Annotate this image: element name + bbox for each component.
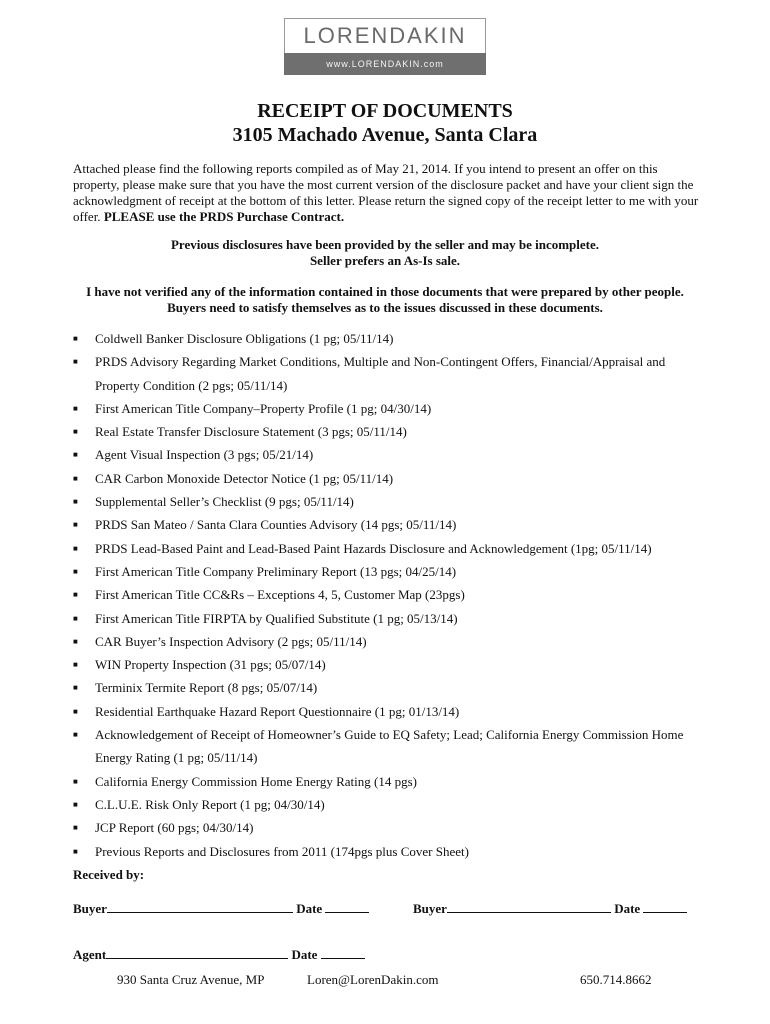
bullet-icon: ■ xyxy=(73,660,78,670)
document-title: RECEIPT OF DOCUMENTS xyxy=(257,100,513,122)
bullet-icon: ■ xyxy=(73,683,78,693)
document-list-item xyxy=(73,560,703,583)
document-item-text: Previous Reports and Disclosures from 2011 (174pgs plus Cover Sheet) xyxy=(95,843,469,859)
agent-date-field[interactable] xyxy=(321,946,365,959)
logo-url: www.LORENDAKIN.com xyxy=(284,53,486,75)
intro-bold-text: PLEASE use the PRDS Purchase Contract. xyxy=(103,209,345,224)
bullet-icon: ■ xyxy=(73,334,78,343)
document-item-text: First American Title CC&Rs – Exceptions 4, 5, Customer Map (23pgs) xyxy=(95,587,465,603)
document-list-item xyxy=(73,513,703,536)
buyer1-date-field[interactable] xyxy=(325,900,369,913)
buyer2-signature-line xyxy=(413,900,687,917)
verification-notice xyxy=(0,284,770,316)
agent-signature-field[interactable] xyxy=(106,946,288,959)
document-list-item xyxy=(73,653,703,676)
bullet-icon: ■ xyxy=(73,590,78,600)
document-list-item xyxy=(73,490,703,513)
document-list-item xyxy=(73,397,703,420)
document-list-item xyxy=(73,583,703,606)
document-item-text: Real Estate Transfer Disclosure Statement (3 pgs; 05/11/14) xyxy=(95,424,407,440)
bullet-icon: ■ xyxy=(73,543,78,553)
document-item-text: WIN Property Inspection (31 pgs; 05/07/14) xyxy=(95,657,326,673)
bullet-icon: ■ xyxy=(73,636,78,646)
bullet-icon: ■ xyxy=(73,799,78,809)
document-list-item xyxy=(73,630,703,653)
document-list-item xyxy=(73,327,703,350)
buyer2-date-field[interactable] xyxy=(643,900,687,913)
document-item-text: CAR Carbon Monoxide Detector Notice (1 pg; 05/11/14) xyxy=(95,470,394,486)
document-item-text: PRDS Advisory Regarding Market Conditions, Multiple and Non-Contingent Offers, Financial/Appraisal and Property Condition (2 pgs; 05/11/14) xyxy=(95,354,666,393)
document-item-text: Terminix Termite Report (8 pgs; 05/07/14) xyxy=(95,680,318,696)
intro-paragraph xyxy=(73,161,703,225)
document-item-text: CAR Buyer’s Inspection Advisory (2 pgs; 05/11/14) xyxy=(95,633,367,649)
buyer1-label: Buyer xyxy=(73,901,107,916)
bullet-icon: ■ xyxy=(73,357,78,367)
bullet-icon: ■ xyxy=(73,427,78,437)
document-list-item xyxy=(73,420,703,443)
buyer2-label: Buyer xyxy=(413,901,447,916)
document-list xyxy=(73,327,703,863)
document-list-item xyxy=(73,700,703,723)
verification-notice-line2: Buyers need to satisfy themselves as to the issues discussed in these documents. xyxy=(167,300,603,315)
agent-date-label: Date xyxy=(291,947,318,962)
document-item-text: First American Title Company–Property Profile (1 pg; 04/30/14) xyxy=(95,400,432,416)
company-logo xyxy=(284,18,486,76)
document-list-item xyxy=(73,816,703,839)
bullet-icon: ■ xyxy=(73,473,78,483)
agent-signature-line xyxy=(73,946,365,963)
buyer2-date-label: Date xyxy=(614,901,641,916)
document-list-item xyxy=(73,770,703,793)
property-address: 3105 Machado Avenue, Santa Clara xyxy=(232,124,538,146)
buyer1-date-label: Date xyxy=(296,901,323,916)
footer-phone: 650.714.8662 xyxy=(580,972,652,987)
bullet-icon: ■ xyxy=(73,520,78,530)
document-item-text: PRDS San Mateo / Santa Clara Counties Advisory (14 pgs; 05/11/14) xyxy=(95,517,457,533)
document-item-text: First American Title FIRPTA by Qualified Substitute (1 pg; 05/13/14) xyxy=(95,610,458,626)
bullet-icon: ■ xyxy=(73,730,78,740)
buyer1-signature-field[interactable] xyxy=(107,900,293,913)
document-list-item xyxy=(73,607,703,630)
document-item-text: California Energy Commission Home Energy Rating (14 pgs) xyxy=(95,773,417,789)
document-list-item xyxy=(73,350,703,397)
document-item-text: PRDS Lead-Based Paint and Lead-Based Paint Hazards Disclosure and Acknowledgement (1pg; 05/11/14) xyxy=(95,540,652,556)
verification-notice-line1: I have not verified any of the information contained in those documents that were prepared by other people. xyxy=(86,284,684,299)
received-by-label: Received by: xyxy=(73,867,145,882)
document-list-item xyxy=(73,793,703,816)
document-list-item xyxy=(73,467,703,490)
document-item-text: JCP Report (60 pgs; 04/30/14) xyxy=(95,820,254,836)
bullet-icon: ■ xyxy=(73,450,78,460)
bullet-icon: ■ xyxy=(73,823,78,833)
bullet-icon: ■ xyxy=(73,846,78,856)
document-list-item xyxy=(73,676,703,699)
document-item-text: C.L.U.E. Risk Only Report (1 pg; 04/30/14) xyxy=(95,796,325,812)
buyer2-signature-field[interactable] xyxy=(447,900,611,913)
document-list-item xyxy=(73,723,703,770)
document-list-item xyxy=(73,443,703,466)
document-item-text: Acknowledgement of Receipt of Homeowner’s Guide to EQ Safety; Lead; California Energy Commission Home Energy Rating (1 pg; 05/11/14) xyxy=(95,727,684,766)
document-item-text: Residential Earthquake Hazard Report Questionnaire (1 pg; 01/13/14) xyxy=(95,703,460,719)
bullet-icon: ■ xyxy=(73,566,78,576)
document-item-text: First American Title Company Preliminary Report (13 pgs; 04/25/14) xyxy=(95,563,457,579)
bullet-icon: ■ xyxy=(73,403,78,413)
bullet-icon: ■ xyxy=(73,613,78,623)
document-item-text: Agent Visual Inspection (3 pgs; 05/21/14) xyxy=(95,447,314,463)
seller-notice-line2: Seller prefers an As-Is sale. xyxy=(309,253,461,268)
footer-email: Loren@LorenDakin.com xyxy=(307,972,439,987)
bullet-icon: ■ xyxy=(73,706,78,716)
document-item-text: Coldwell Banker Disclosure Obligations (1 pg; 05/11/14) xyxy=(95,331,394,346)
bullet-icon: ■ xyxy=(73,776,78,786)
agent-label: Agent xyxy=(73,947,107,962)
logo-name: LORENDAKIN xyxy=(284,18,486,53)
document-item-text: Supplemental Seller’s Checklist (9 pgs; 05/11/14) xyxy=(95,494,354,510)
bullet-icon: ■ xyxy=(73,497,78,507)
document-list-item xyxy=(73,840,703,863)
footer-address: 930 Santa Cruz Avenue, MP xyxy=(117,972,265,987)
seller-notice xyxy=(0,237,770,269)
buyer1-signature-line xyxy=(73,900,369,917)
intro-text: Attached please find the following reports compiled as of May 21, 2014. If you intend to present an offer on this property, please make sure that you have the most current version of the disclosure packet and have your client sign the acknowledgment of receipt at the bottom of this letter. Please return the signed copy of the receipt letter to me with your offer. xyxy=(73,161,699,224)
document-list-item xyxy=(73,537,703,560)
seller-notice-line1: Previous disclosures have been provided by the seller and may be incomplete. xyxy=(170,237,600,252)
